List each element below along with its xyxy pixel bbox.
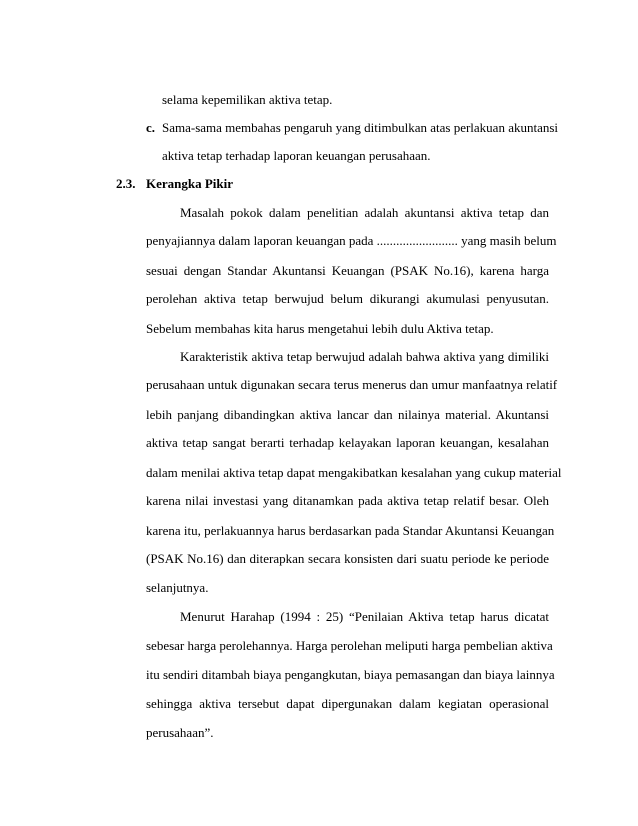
section-number: 2.3. [116, 176, 136, 191]
paragraph-line: sesuai dengan Standar Akuntansi Keuangan (PSAK No.16), karena harga [146, 263, 549, 278]
paragraph-line: itu sendiri ditambah biaya pengangkutan, biaya pemasangan dan biaya lainnya [146, 667, 555, 682]
paragraph-line: Karakteristik aktiva tetap berwujud adalah bahwa aktiva yang dimiliki [180, 349, 549, 364]
paragraph-line: (PSAK No.16) dan diterapkan secara konsisten dari suatu periode ke periode [146, 551, 549, 566]
section-title: Kerangka Pikir [146, 176, 234, 191]
paragraph-line: aktiva tetap sangat berarti terhadap kelayakan laporan keuangan, kesalahan [146, 435, 549, 450]
paragraph-line: penyajiannya dalam laporan keuangan pada ......................... yang masih belum [146, 233, 557, 248]
paragraph-line: perusahaan”. [146, 725, 214, 740]
list-continuation-line: selama kepemilikan aktiva tetap. [162, 92, 333, 107]
list-marker-c: c. [146, 120, 156, 135]
paragraph-line: Menurut Harahap (1994 : 25) “Penilaian Aktiva tetap harus dicatat [180, 609, 549, 624]
paragraph-line: sebesar harga perolehannya. Harga perolehan meliputi harga pembelian aktiva [146, 638, 553, 653]
paragraph-line: perusahaan untuk digunakan secara terus menerus dan umur manfaatnya relatif [146, 377, 558, 392]
list-item-c-line-1: Sama-sama membahas pengaruh yang ditimbulkan atas perlakuan akuntansi [162, 120, 559, 135]
paragraph-line: dalam menilai aktiva tetap dapat mengakibatkan kesalahan yang cukup material [146, 465, 562, 480]
paragraph-line: Sebelum membahas kita harus mengetahui lebih dulu Aktiva tetap. [146, 321, 494, 336]
paragraph-line: lebih panjang dibandingkan aktiva lancar dan nilainya material. Akuntansi [146, 407, 549, 422]
paragraph-line: karena nilai investasi yang ditanamkan pada aktiva tetap relatif besar. Oleh [146, 493, 549, 508]
paragraph-line: perolehan aktiva tetap berwujud belum dikurangi akumulasi penyusutan. [146, 291, 549, 306]
paragraph-line: karena itu, perlakuannya harus berdasarkan pada Standar Akuntansi Keuangan [146, 523, 555, 538]
paragraph-line: selanjutnya. [146, 580, 209, 595]
paragraph-line: Masalah pokok dalam penelitian adalah akuntansi aktiva tetap dan [180, 205, 549, 220]
list-item-c-line-2: aktiva tetap terhadap laporan keuangan perusahaan. [162, 148, 431, 163]
paragraph-line: sehingga aktiva tersebut dapat dipergunakan dalam kegiatan operasional [146, 696, 549, 711]
